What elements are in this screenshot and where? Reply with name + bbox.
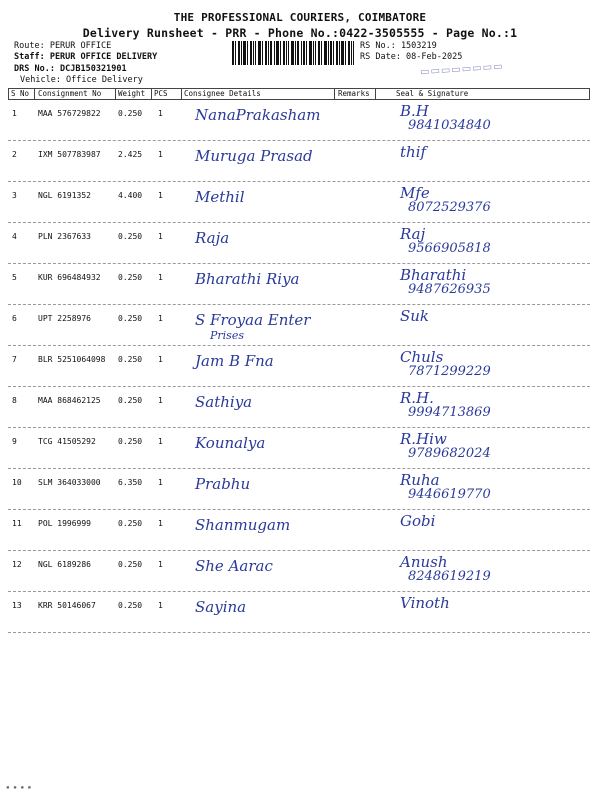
- consignment-cell: MAA 868462125: [38, 396, 101, 405]
- consignee-handwriting: Kounalya: [195, 434, 266, 452]
- sno-cell: 2: [12, 150, 17, 159]
- row-divider: [8, 632, 590, 633]
- consignee-handwriting: Sathiya: [195, 393, 253, 411]
- sno-cell: 11: [12, 519, 22, 528]
- signature-handwriting: B.H: [400, 102, 429, 120]
- sno-cell: 10: [12, 478, 22, 487]
- sno-cell: 3: [12, 191, 17, 200]
- table-row: [8, 264, 590, 305]
- table-row: [8, 428, 590, 469]
- barcode: [232, 41, 354, 65]
- signature-handwriting: Chuls: [400, 348, 444, 366]
- pcs-cell: 1: [158, 560, 163, 569]
- consignee-handwriting-line2: Prises: [210, 329, 244, 342]
- weight-cell: 0.250: [118, 519, 143, 528]
- pcs-cell: 1: [158, 478, 163, 487]
- header-consignee: Consignee Details: [184, 89, 261, 98]
- rs-number: RS No.: 1503219: [360, 41, 437, 51]
- signature-handwriting: Suk: [400, 307, 430, 325]
- consignee-handwriting: Jam B Fna: [195, 352, 274, 370]
- weight-cell: 0.250: [118, 560, 143, 569]
- drs-number: DRS No.: DCJB150321901: [14, 64, 127, 74]
- weight-cell: 0.250: [118, 314, 143, 323]
- weight-cell: 0.250: [118, 601, 143, 610]
- sno-cell: 9: [12, 437, 17, 446]
- consignee-handwriting: NanaPrakasham: [195, 106, 321, 124]
- consignee-handwriting: Methil: [195, 188, 245, 206]
- phone-handwriting: 8248619219: [408, 569, 491, 584]
- weight-cell: 6.350: [118, 478, 143, 487]
- weight-cell: 0.250: [118, 396, 143, 405]
- signature-handwriting: R.Hiw: [400, 430, 447, 448]
- pcs-cell: 1: [158, 601, 163, 610]
- consignee-handwriting: She Aarac: [195, 557, 273, 575]
- weight-cell: 0.250: [118, 355, 143, 364]
- signature-handwriting: Gobi: [400, 512, 436, 530]
- consignee-handwriting: Shanmugam: [195, 516, 291, 534]
- phone-handwriting: 9994713869: [408, 405, 491, 420]
- pcs-cell: 1: [158, 437, 163, 446]
- rs-date: RS Date: 08-Feb-2025: [360, 52, 463, 62]
- consignment-cell: MAA 576729822: [38, 109, 101, 118]
- table-row: [8, 510, 590, 551]
- consignee-handwriting: Bharathi Riya: [195, 270, 300, 288]
- weight-cell: 0.250: [118, 232, 143, 241]
- sno-cell: 12: [12, 560, 22, 569]
- table-row: [8, 469, 590, 510]
- signature-handwriting: Raj: [400, 225, 426, 243]
- signature-handwriting: thif: [400, 143, 427, 161]
- signature-handwriting: Ruha: [400, 471, 440, 489]
- staff-label: Staff: PERUR OFFICE DELIVERY: [14, 52, 158, 62]
- pcs-cell: 1: [158, 314, 163, 323]
- sno-cell: 8: [12, 396, 17, 405]
- consignment-cell: KRR 50146067: [38, 601, 96, 610]
- weight-cell: 4.400: [118, 191, 143, 200]
- phone-handwriting: 9446619770: [408, 487, 491, 502]
- runsheet-table: [8, 88, 590, 634]
- consignee-handwriting: S Froyaa Enter: [195, 311, 311, 329]
- footer-mark: ▪ ▪ ▪ ▪: [6, 784, 32, 791]
- header-sno: S No: [11, 89, 30, 98]
- header-pcs: PCS: [154, 89, 168, 98]
- table-row: [8, 100, 590, 141]
- signature-handwriting: Vinoth: [400, 594, 450, 612]
- table-row: [8, 346, 590, 387]
- route-label: Route: PERUR OFFICE: [14, 41, 112, 51]
- phone-handwriting: 9789682024: [408, 446, 491, 461]
- sno-cell: 1: [12, 109, 17, 118]
- pcs-cell: 1: [158, 273, 163, 282]
- table-row: [8, 223, 590, 264]
- table-row: [8, 182, 590, 223]
- phone-handwriting: 7871299229: [408, 364, 491, 379]
- weight-cell: 0.250: [118, 109, 143, 118]
- sno-cell: 4: [12, 232, 17, 241]
- consignee-handwriting: Sayina: [195, 598, 247, 616]
- consignment-cell: SLM 364033000: [38, 478, 101, 487]
- signature-handwriting: Mfe: [400, 184, 430, 202]
- pcs-cell: 1: [158, 109, 163, 118]
- pcs-cell: 1: [158, 396, 163, 405]
- consignment-cell: POL 1996999: [38, 519, 91, 528]
- phone-handwriting: 9487626935: [408, 282, 491, 297]
- consignment-cell: IXM 507783987: [38, 150, 101, 159]
- runsheet-title: Delivery Runsheet - PRR - Phone No.:0422-3505555 - Page No.:1: [82, 26, 518, 40]
- pcs-cell: 1: [158, 191, 163, 200]
- table-row: [8, 551, 590, 592]
- sno-cell: 5: [12, 273, 17, 282]
- rubber-stamp: ▭▭▭▭▭▭▭▭: [419, 61, 504, 78]
- sno-cell: 7: [12, 355, 17, 364]
- company-title: THE PROFESSIONAL COURIERS, COIMBATORE: [173, 11, 427, 24]
- header-remarks: Remarks: [338, 89, 370, 98]
- pcs-cell: 1: [158, 519, 163, 528]
- signature-handwriting: Bharathi: [400, 266, 467, 284]
- sno-cell: 13: [12, 601, 22, 610]
- consignee-handwriting: Raja: [195, 229, 230, 247]
- pcs-cell: 1: [158, 355, 163, 364]
- header-weight: Weight: [118, 89, 146, 98]
- weight-cell: 0.250: [118, 437, 143, 446]
- pcs-cell: 1: [158, 150, 163, 159]
- header-signature: Seal & Signature: [396, 89, 469, 98]
- weight-cell: 0.250: [118, 273, 143, 282]
- consignee-handwriting: Prabhu: [195, 475, 251, 493]
- consignment-cell: UPT 2258976: [38, 314, 91, 323]
- consignment-cell: KUR 696484932: [38, 273, 101, 282]
- consignee-handwriting: Muruga Prasad: [195, 147, 313, 165]
- pcs-cell: 1: [158, 232, 163, 241]
- table-row: [8, 305, 590, 346]
- signature-handwriting: Anush: [400, 553, 448, 571]
- consignment-cell: NGL 6191352: [38, 191, 91, 200]
- consignment-cell: BLR 5251064098: [38, 355, 106, 364]
- header-consignment: Consignment No: [38, 89, 102, 98]
- phone-handwriting: 8072529376: [408, 200, 491, 215]
- table-row: [8, 387, 590, 428]
- consignment-cell: TCG 41505292: [38, 437, 96, 446]
- table-row: [8, 592, 590, 633]
- phone-handwriting: 9841034840: [408, 118, 491, 133]
- vehicle-label: Vehicle: Office Delivery: [20, 75, 143, 85]
- consignment-cell: PLN 2367633: [38, 232, 91, 241]
- weight-cell: 2.425: [118, 150, 143, 159]
- signature-handwriting: R.H.: [400, 389, 434, 407]
- phone-handwriting: 9566905818: [408, 241, 491, 256]
- sno-cell: 6: [12, 314, 17, 323]
- table-row: [8, 141, 590, 182]
- consignment-cell: NGL 6189286: [38, 560, 91, 569]
